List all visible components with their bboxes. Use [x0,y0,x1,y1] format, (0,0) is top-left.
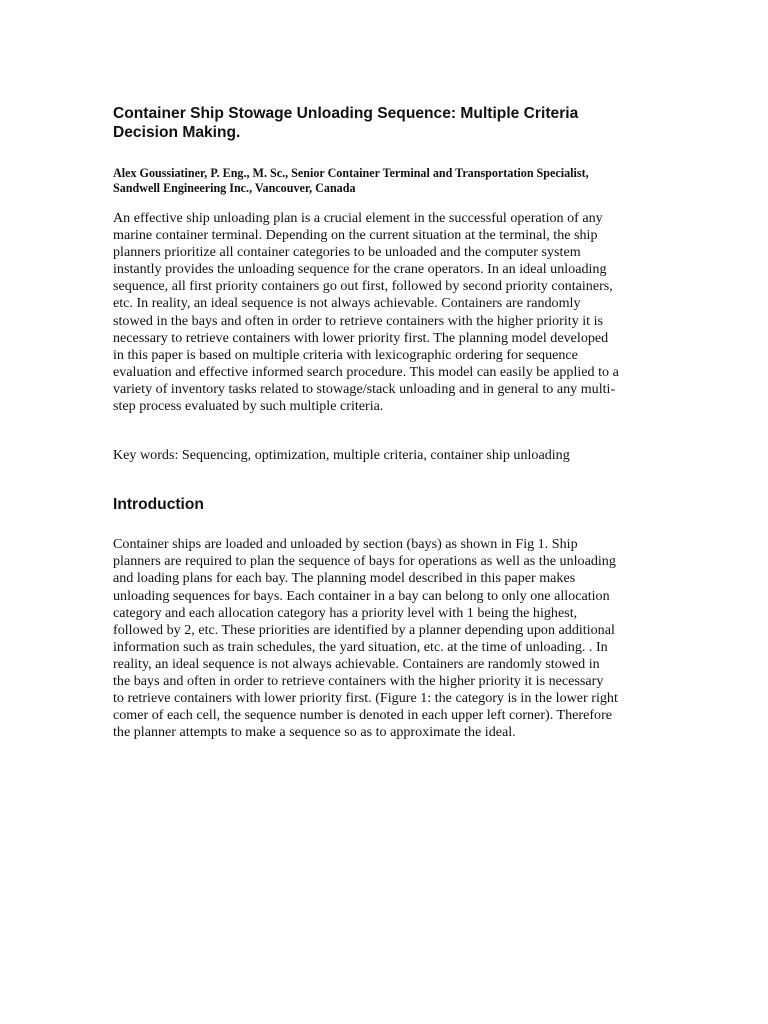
abstract-line: marine container terminal. Depending on the current situation at the terminal, the ship [113,227,598,244]
abstract-line: step process evaluated by such multiple criteria. [113,398,384,415]
title-line: Decision Making. [113,124,241,141]
author-line: Alex Goussiatiner, P. Eng., M. Sc., Senior Container Terminal and Transportation Specialist, [113,166,589,180]
intro-line: comer of each cell, the sequence number is denoted in each upper left corner). Therefore [113,707,613,724]
author-line: Sandwell Engineering Inc., Vancouver, Canada [113,181,356,195]
intro-line: planners are required to plan the sequence of bays for operations as well as the unloading [113,553,616,570]
keywords-line: Key words: Sequencing, optimization, multiple criteria, container ship unloading [113,447,570,464]
abstract-line: etc. In reality, an ideal sequence is not always achievable. Containers are randomly [113,295,581,312]
intro-line: followed by 2, etc. These priorities are identified by a planner depending upon additional [113,621,615,638]
intro-line: information such as train schedules, the yard situation, etc. at the time of unloading. . In [113,638,608,655]
abstract-line: evaluation and effective informed search procedure. This model can easily be applied to a [113,363,619,380]
intro-line: category and each allocation category has a priority level with 1 being the highest, [113,604,578,621]
page-content [113,104,658,741]
author-affiliation [113,166,658,196]
abstract-line: stowed in the bays and often in order to retrieve containers with the higher priority it is [113,312,604,329]
abstract-line: in this paper is based on multiple criteria with lexicographic ordering for sequence [113,346,578,363]
abstract-line: An effective ship unloading plan is a crucial element in the successful operation of any [113,210,603,226]
intro-line: and loading plans for each bay. The planning model described in this paper makes [113,570,576,587]
intro-line: unloading sequences for bays. Each container in a bay can belong to only one allocation [113,587,610,604]
paper-title [113,104,658,142]
abstract-line: planners prioritize all container categories to be unloaded and the computer system [113,244,581,261]
abstract-line: variety of inventory tasks related to stowage/stack unloading and in general to any multi- [113,380,616,397]
section-heading-introduction: Introduction [113,496,204,514]
title-line: Container Ship Stowage Unloading Sequence: Multiple Criteria [113,105,579,122]
intro-line: Container ships are loaded and unloaded by section (bays) as shown in Fig 1. Ship [113,536,578,553]
abstract-line: instantly provides the unloading sequence for the crane operators. In an ideal unloading [113,261,607,278]
intro-line: to retrieve containers with lower priority first. (Figure 1: the category is in the lower right [113,690,618,707]
intro-line: the bays and often in order to retrieve containers with the higher priority it is necessary [113,672,604,689]
intro-line: the planner attempts to make a sequence so as to approximate the ideal. [113,724,516,741]
abstract-paragraph [113,210,658,415]
intro-line: reality, an ideal sequence is not always achievable. Containers are randomly stowed in [113,655,600,672]
introduction-paragraph [113,536,658,741]
abstract-line: necessary to retrieve containers with lower priority first. The planning model developed [113,329,609,346]
abstract-line: sequence, all first priority containers go out first, followed by second priority containers, [113,278,613,295]
